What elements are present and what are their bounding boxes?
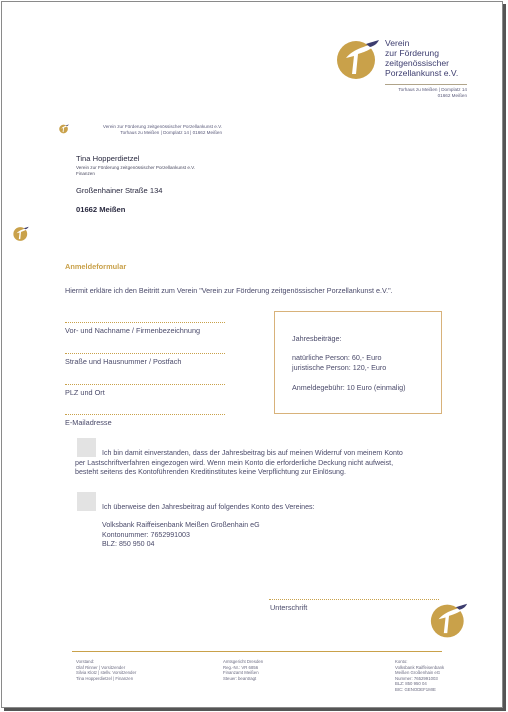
recipient-organization [76,165,276,176]
footer-line: BIC: GENODEF1MIE [395,686,436,692]
signature-label: Unterschrift [270,603,308,612]
footer-line: Finanzamt Meißen [223,670,259,675]
transfer-bank-details [102,521,260,550]
city-field-line[interactable] [65,384,225,385]
street-field-line[interactable] [65,353,225,354]
form-intro: Hiermit erkläre ich den Beitritt zum Verein "Verein zur Förderung zeitgenössischer Porzellankunst e.V.". [65,286,393,295]
fee-heading: Jahresbeiträge: [292,334,342,343]
bank-name: Volksbank Raiffeisenbank Meißen Großenhain eG [102,521,260,529]
small-logo-icon [59,124,69,134]
fold-mark-logo-icon [13,226,29,242]
footer-line: Silvia Klotz | stellv. Vorsitzender [76,670,137,675]
bank-blz: BLZ: 850 950 04 [102,540,155,549]
organization-address-line: 01662 Meißen [437,92,467,98]
footer-line: Volksbank Raiffeisenbank [395,664,445,670]
footer-registry [223,659,263,681]
email-field-line[interactable] [65,414,225,415]
footer-line: Olaf Rinner | Vorsitzender [76,664,126,670]
signature-line[interactable] [269,599,439,600]
recipient-org-line: Finanzen [76,170,95,176]
fee-natural-person: natürliche Person: 60,- Euro [292,353,382,362]
organization-name-line: Porzellankunst e.V. [385,68,459,78]
footer-line: Nummer: 7652991003 [395,675,438,681]
street-field-label: Straße und Hausnummer / Postfach [65,357,182,366]
footer-line: Steuer: beantragt [223,675,257,681]
organization-address-line: Torhaus zu Meißen | Domplatz 14 [398,87,467,92]
footer-line: BLZ: 850 950 04 [395,681,427,686]
recipient-name: Tina Hopperdietzel [76,154,140,163]
transfer-checkbox[interactable] [77,492,96,511]
footer-bank [395,659,444,692]
email-field-label: E-Mailadresse [65,418,112,427]
recipient-city: 01662 Meißen [76,205,126,215]
footer-line: Vorstand: [76,659,95,664]
debit-line: per Lastschriftverfahren eingezogen wird. Wenn mein Konto die erforderliche Deckung nicht aufweist, [75,458,394,467]
debit-line: Ich bin damit einverstanden, dass der Jahresbeitrag bis auf meinen Widerruf von meinem Konto [102,449,403,457]
sender-line: Torhaus zu Meißen | Domplatz 14 | 01662 Meißen [120,129,222,135]
fee-legal-person: juristische Person: 120,- Euro [292,363,387,372]
name-field-line[interactable] [65,322,225,323]
debit-line: besteht seitens des Kontoführenden Kreditinstitutes keine Verpflichtung zur Einlösung. [75,468,346,477]
header-divider [385,84,467,85]
porcelain-logo-icon [336,38,380,82]
footer-board [76,659,136,681]
footer-logo-icon [430,601,468,641]
footer-line: Amtsgericht Dresden [223,659,264,664]
organization-name-line: Verein [385,38,410,48]
name-field-label: Vor- und Nachname / Firmenbezeichnung [65,326,201,335]
organization-name-line: zeitgenössischer [385,58,450,68]
form-title: Anmeldeformular [65,262,127,271]
fee-registration: Anmeldegebühr: 10 Euro (einmalig) [292,383,406,392]
organization-name [385,38,495,78]
footer-line: Meißen Großenhain eG [395,670,441,675]
transfer-text: Ich überweise den Jahresbeitrag auf folgendes Konto des Vereines: [102,503,315,511]
bank-account: Kontonummer: 7652991003 [102,530,190,539]
footer-line: Tina Hopperdietzel | Finanzen [76,675,134,681]
footer-line: Konto: [395,659,408,664]
sender-line: Verein zur Förderung zeitgenössischer Porzellankunst e.V. [102,124,222,129]
footer-divider [72,651,442,652]
organization-name-line: zur Förderung [385,48,439,58]
footer-line: Reg.-Nr.: VR 6856 [223,664,259,670]
city-field-label: PLZ und Ort [65,388,105,397]
sender-address [77,124,222,136]
recipient-street: Großenhainer Straße 134 [76,186,163,196]
debit-consent-text [75,449,455,478]
recipient-address [76,154,276,214]
recipient-org-line: Verein zur Förderung zeitgenössischer Porzellankunst e.V. [76,165,196,170]
organization-address [385,87,467,98]
